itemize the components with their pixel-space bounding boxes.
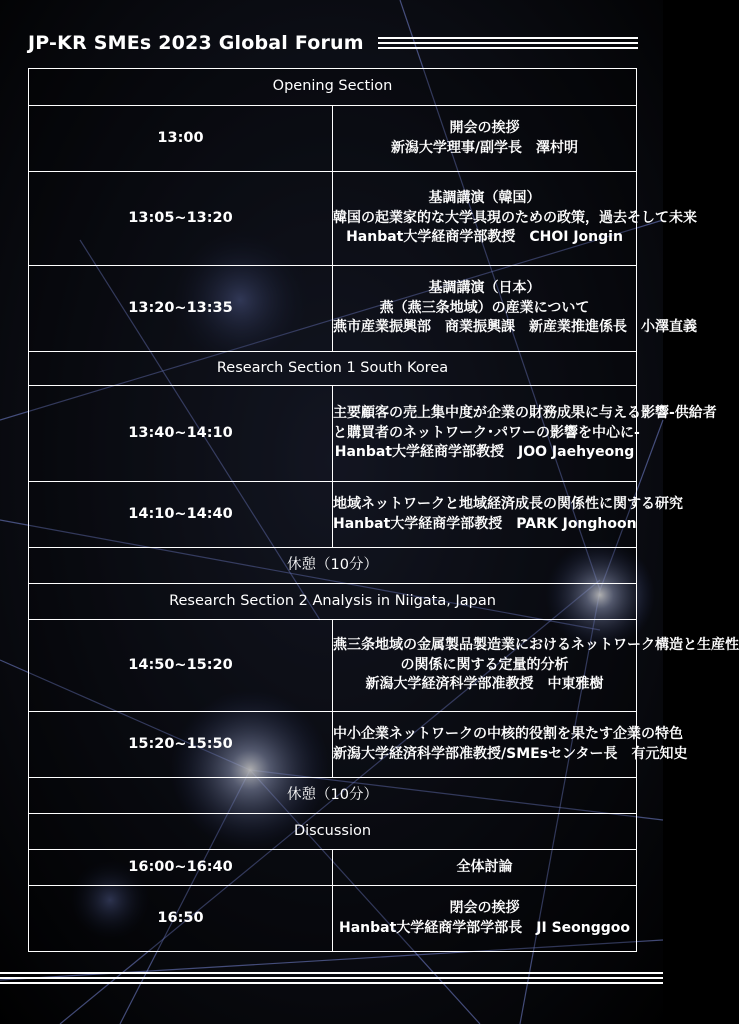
time-cell: 16:00~16:40 — [29, 850, 333, 886]
program-line: Hanbat大学経商学部教授 JOO Jaehyeong — [334, 444, 635, 461]
schedule-row — [29, 172, 637, 266]
section-header: Opening Section — [29, 69, 637, 106]
program-line: 新潟大学理事/副学長 澤村明 — [390, 139, 579, 156]
forum-title: JP-KR SMEs 2023 Global Forum — [28, 32, 364, 54]
section-row — [29, 548, 637, 584]
program-line: 新潟大学経済科学部准教授/SMEsセンター長 有元知史 — [333, 745, 688, 762]
section-row — [29, 778, 637, 814]
program-line: Hanbat大学経商学部教授 CHOI Jongin — [346, 229, 623, 246]
program-line: 韓国の起業家的な大学具現のための政策，過去そして未来 — [333, 209, 697, 226]
time-cell: 13:40~14:10 — [29, 386, 333, 482]
time-cell: 13:20~13:35 — [29, 266, 333, 352]
program-line: 主要顧客の売上集中度が企業の財務成果に与える影響-供給者 — [333, 405, 717, 422]
program-cell — [333, 886, 637, 952]
section-header: Research Section 2 Analysis in Niigata, Japan — [29, 584, 637, 620]
section-header: Discussion — [29, 814, 637, 850]
schedule-row — [29, 106, 637, 172]
program-cell — [333, 850, 637, 886]
program-line: 燕（燕三条地域）の産業について — [379, 299, 590, 316]
program-line: 新潟大学経済科学部准教授 中東雅樹 — [365, 676, 604, 693]
program-cell — [333, 712, 688, 778]
section-header: 休憩（10分） — [29, 548, 637, 584]
schedule-row — [29, 482, 637, 548]
time-cell: 13:05~13:20 — [29, 172, 333, 266]
section-row — [29, 814, 637, 850]
program-cell — [333, 386, 717, 482]
program-line: と購買者のネットワーク･パワーの影響を中心に- — [333, 424, 640, 441]
section-header: 休憩（10分） — [29, 778, 637, 814]
program-cell — [333, 266, 697, 352]
program-line: 全体討論 — [456, 858, 513, 875]
schedule-table — [28, 68, 739, 952]
time-cell: 16:50 — [29, 886, 333, 952]
bottom-decoration — [0, 972, 663, 987]
program-line: 閉会の挨拶 — [449, 900, 520, 916]
program-line: の関係に関する定量的分析 — [400, 656, 569, 673]
program-cell — [333, 106, 637, 172]
program-line: 基調講演（韓国） — [428, 190, 541, 207]
time-cell: 15:20~15:50 — [29, 712, 333, 778]
section-row — [29, 352, 637, 386]
program-cell — [333, 620, 739, 712]
time-cell: 14:10~14:40 — [29, 482, 333, 548]
program-line: 基調講演（日本） — [428, 280, 541, 297]
program-cell — [333, 172, 697, 266]
schedule-row — [29, 850, 637, 886]
schedule-row — [29, 266, 637, 352]
program-line: 中小企業ネットワークの中核的役割を果たす企業の特色 — [333, 726, 683, 742]
program-line: Hanbat大学経商学部学部長 JI Seonggoo — [338, 919, 631, 936]
program-line: 開会の挨拶 — [449, 120, 520, 136]
time-cell: 14:50~15:20 — [29, 620, 333, 712]
section-row — [29, 69, 637, 106]
schedule-row — [29, 712, 637, 778]
program-line: 燕市産業振興部 商業振興課 新産業推進係長 小澤直義 — [333, 319, 697, 336]
schedule-row — [29, 886, 637, 952]
schedule-row — [29, 386, 637, 482]
title-decoration — [378, 37, 638, 52]
schedule-row — [29, 620, 637, 712]
section-row — [29, 584, 637, 620]
program-line: 地域ネットワークと地域経済成長の関係性に関する研究 — [333, 496, 683, 512]
program-line: 燕三条地域の金属製品製造業におけるネットワーク構造と生産性 — [333, 637, 739, 654]
program-cell — [333, 482, 683, 548]
program-line: Hanbat大学経商学部教授 PARK Jonghoon — [333, 515, 637, 532]
section-header: Research Section 1 South Korea — [29, 352, 637, 386]
time-cell: 13:00 — [29, 106, 333, 172]
